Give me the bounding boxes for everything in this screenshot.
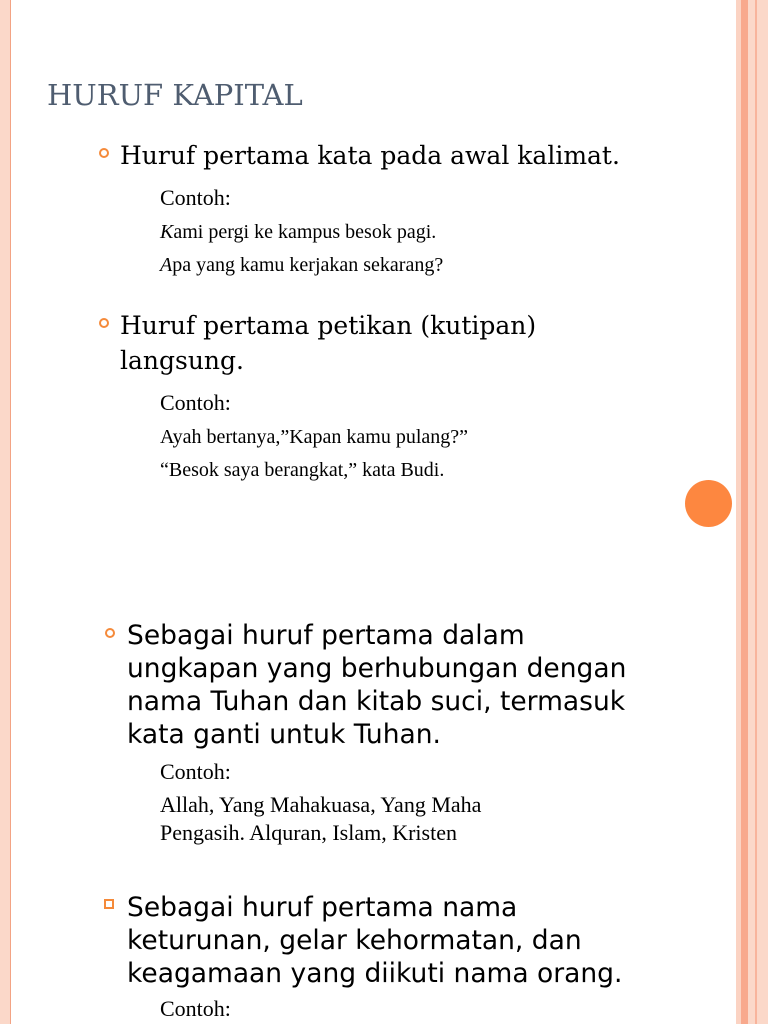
section-3-heading-line-3: nama Tuhan dan kitab suci, termasuk	[127, 686, 626, 717]
section-3-example-label: Contoh:	[160, 759, 231, 784]
section-4-heading-line-2: keturunan, gelar kehormatan, dan	[127, 925, 582, 956]
section-3-heading-line-4: kata ganti untuk Tuhan.	[127, 719, 441, 750]
section-4-example-label: Contoh:	[160, 996, 231, 1021]
decorative-dot	[685, 480, 732, 527]
section-3-example-line-1: Allah, Yang Mahakuasa, Yang Maha	[160, 792, 482, 817]
section-4-heading-line-3: keagamaan yang diikuti nama orang.	[127, 958, 623, 989]
left-border	[0, 0, 10, 1024]
section-2-example-label: Contoh:	[160, 390, 231, 415]
capital-letter: A	[160, 254, 173, 276]
section-3-example-line-2: Pengasih. Alquran, Islam, Kristen	[160, 820, 457, 845]
ring-bullet-icon	[99, 318, 109, 328]
section-1-example-2	[160, 254, 443, 277]
ring-bullet-icon	[105, 628, 115, 638]
section-1-example-1	[160, 221, 436, 244]
square-bullet-icon	[104, 899, 114, 909]
section-3-heading-line-2: ungkapan yang berhubungan dengan	[127, 653, 627, 684]
section-1-example-label: Contoh:	[160, 185, 231, 210]
section-2-example-1: Ayah bertanya,”Kapan kamu pulang?”	[160, 426, 469, 448]
right-border-outer	[748, 0, 768, 1024]
section-2-heading-line-2: langsung.	[120, 346, 244, 375]
slide-title: HURUF KAPITAL	[47, 78, 303, 112]
capital-letter: K	[160, 221, 174, 243]
left-border-line	[10, 0, 11, 1024]
section-3-heading-line-1: Sebagai huruf pertama dalam	[127, 620, 525, 651]
right-border-line	[755, 0, 757, 1024]
section-2-heading-line-1: Huruf pertama petikan (kutipan)	[120, 311, 537, 340]
section-4-heading-line-1: Sebagai huruf pertama nama	[127, 892, 518, 923]
section-2-example-2: “Besok saya berangkat,” kata Budi.	[160, 459, 445, 481]
example-text: pa yang kamu kerjakan sekarang?	[172, 254, 444, 276]
ring-bullet-icon	[99, 148, 109, 158]
section-1-heading: Huruf pertama kata pada awal kalimat.	[120, 141, 620, 170]
right-border-band	[741, 0, 748, 1024]
example-text: ami pergi ke kampus besok pagi.	[173, 221, 437, 243]
